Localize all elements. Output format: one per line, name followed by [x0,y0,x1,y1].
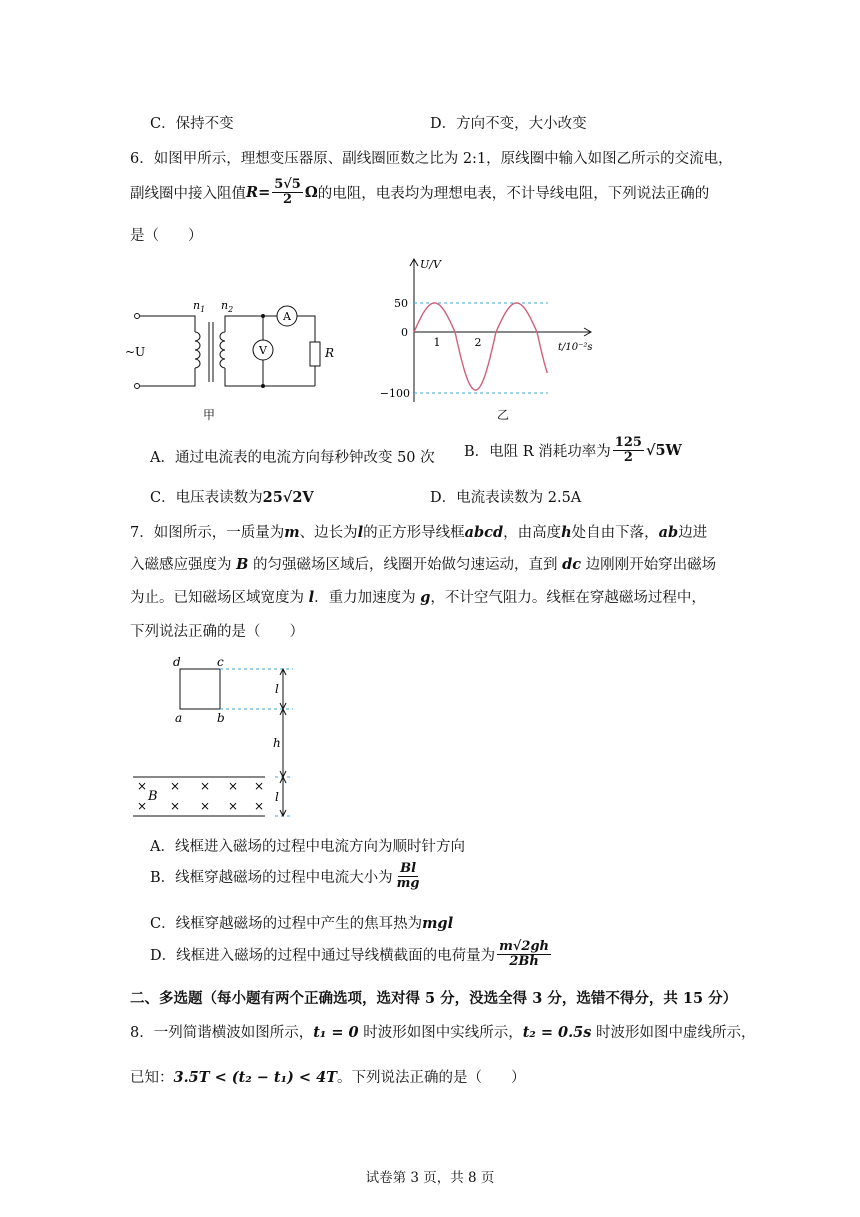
q6-option-d: D．电流表读数为 2.5A [430,490,582,506]
q7-option-a: A．线框进入磁场的过程中电流方向为顺时针方向 [150,839,465,855]
field-cross: × [199,799,211,813]
voltmeter-label: V [259,344,267,357]
y-axis-label: U/V [420,258,441,271]
field-cross: × [227,799,239,813]
q7-line2: 入磁感应强度为 B 的匀强磁场区域后，线圈开始做匀速运动，直到 dc 边刚刚开始穿出磁场 [130,556,717,573]
q6-option-b [464,436,682,466]
q6-option-c [150,486,314,507]
q6-optB-pre: B．电阻 R 消耗功率为 [464,444,611,461]
width-label-bottom: l [275,790,279,804]
q6-line2-pre: 副线圈中接入阻值 [130,186,246,203]
q6-eq: = [258,184,271,202]
x-axis-label: t/10⁻²s [558,342,593,353]
field-cross: × [169,779,181,793]
field-cross: × [253,799,265,813]
q5-option-c: C．保持不变 [150,116,234,132]
n1-label: $n_1$ [193,299,206,314]
q6-optB-num: 125 [614,435,642,450]
field-cross: × [227,779,239,793]
q7-option-b: B．线框穿越磁场的过程中电流大小为 $\frac{Bl}{mg}$ [150,861,420,892]
q6-R-symbol: R [246,184,259,202]
tick-x1: 1 [433,336,441,349]
field-cross: × [169,799,181,813]
corner-d: d [173,655,181,669]
q8-line1: 8．一列简谐横波如图所示，t₁ = 0 时波形如图中实线所示，t₂ = 0.5s 时波形如图中虚线所示， [130,1024,756,1041]
height-label-h: h [273,736,281,750]
field-label-B: B [148,789,158,804]
figure-yi-caption: 乙 [497,408,510,422]
q6-line1: 6．如图甲所示，理想变压器原、副线圈匝数之比为 2:1，原线圈中输入如图乙所示的交流电， [130,151,733,167]
q7-option-d: D．线框进入磁场的过程中通过导线横截面的电荷量为 $\frac{m√2gh}{2Bh}$ [150,939,550,970]
q6-line2-post: 的电阻，电表均为理想电表，不计导线电阻，下列说法正确的 [317,186,710,203]
ammeter-label: A [283,310,291,323]
q7-option-c: C．线框穿越磁场的过程中产生的焦耳热为mgl [150,915,454,932]
section-2-heading: 二、多选题（每小题有两个正确选项，选对得 5 分，没选全得 3 分，选错不得分，共 15 分） [130,990,738,1007]
figure-jia-caption: 甲 [203,408,216,422]
n2-label: $n_2$ [221,299,234,314]
square-frame [180,669,220,709]
q5-option-d: D．方向不变，大小改变 [430,116,587,132]
q6-optB-den: 2 [623,450,633,466]
q7-line4: 下列说法正确的是（ ） [130,624,304,640]
transformer-circuit-diagram [125,290,335,430]
source-label: ~U [125,345,146,359]
q6-ohm: Ω [304,184,318,202]
corner-c: c [217,655,224,669]
q6-optC-val: 25√2V [262,489,314,506]
resistor-label: R [325,346,335,360]
q6-optB-fraction [613,436,644,466]
q6-R-fraction [272,178,303,208]
q8-line2: 已知：3.5T < (t₂ − t₁) < 4T。下列说法正确的是（ ） [130,1069,526,1086]
tick-0: 0 [401,326,408,339]
q6-line2 [130,178,709,208]
q6-option-a: A．通过电流表的电流方向每秒钟改变 50 次 [150,450,435,466]
tick-50: 50 [394,297,408,310]
q7-line3: 为止。已知磁场区域宽度为 l．重力加速度为 g，不计空气阻力。线框在穿越磁场过程中， [130,589,706,606]
q7-line1: 7．如图所示，一质量为m、边长为l的正方形导线框abcd，由高度h处自由下落，ab边进 [130,524,708,541]
q7-optB-fraction: $\frac{Bl}{mg}$ [396,861,420,892]
q7-optD-fraction: $\frac{m√2gh}{2Bh}$ [499,939,550,970]
field-cross: × [253,779,265,793]
voltage-waveform-graph [380,254,610,414]
corner-b: b [217,711,225,725]
tick-neg100: −100 [380,387,410,400]
width-label-top: l [275,682,279,696]
q6-line3: 是（ ） [130,228,203,244]
falling-frame-diagram [125,652,305,824]
field-cross: × [136,779,148,793]
q6-optC-pre: C．电压表读数为 [150,490,263,506]
q6-R-num: 5√5 [274,177,301,192]
page-footer: 试卷第 3 页，共 8 页 [365,1170,495,1186]
field-cross: × [136,799,148,813]
q6-R-den: 2 [283,192,293,208]
tick-x2: 2 [474,336,482,349]
field-cross: × [199,779,211,793]
q6-optB-post: √5W [645,442,682,460]
corner-a: a [175,711,183,725]
